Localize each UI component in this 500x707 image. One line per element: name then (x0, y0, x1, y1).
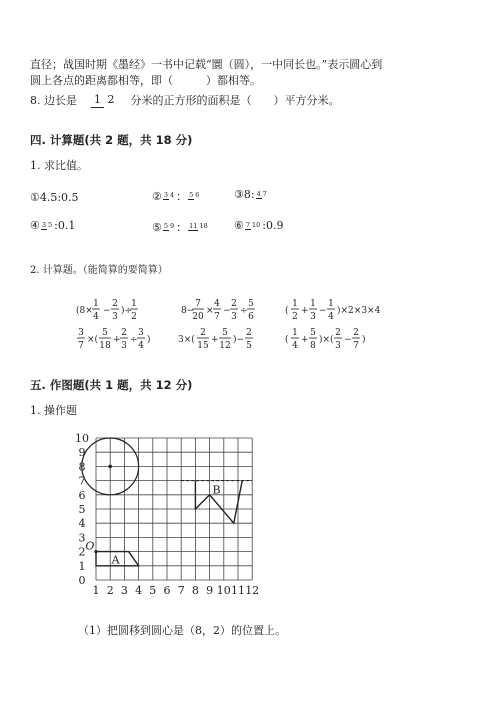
q8-prefix: 8. 边长是 (30, 94, 77, 107)
fraction-num: 7 (245, 220, 251, 229)
svg-text:+: + (211, 335, 219, 345)
svg-text:7: 7 (214, 312, 220, 322)
ratio-item-label: ② (152, 189, 162, 203)
ratio-tail: :0.1 (54, 219, 76, 232)
svg-text:+: + (301, 306, 309, 316)
svg-text:15: 15 (197, 341, 209, 351)
x-tick-label: 1 (92, 584, 100, 597)
label-a: A (111, 553, 120, 567)
svg-text:8−: 8− (181, 306, 195, 316)
svg-text:1: 1 (328, 299, 334, 309)
y-tick-label: 4 (78, 517, 86, 531)
expr-3 (285, 299, 381, 322)
svg-text:)−: )− (233, 335, 245, 345)
svg-text:4: 4 (292, 341, 298, 351)
x-tick-label: 6 (163, 584, 171, 597)
svg-text:2: 2 (231, 299, 237, 309)
svg-text:20: 20 (192, 312, 204, 322)
fraction (245, 222, 261, 230)
fraction-den: 10 (252, 220, 261, 229)
x-tick-label: 12 (245, 584, 260, 597)
question-8 (30, 92, 340, 108)
section-4-title: 四. 计算题(共 2 题，共 18 分) (30, 133, 193, 147)
y-tick-label: 3 (78, 531, 86, 545)
svg-text:1: 1 (292, 299, 298, 309)
calc-expressions (0, 290, 500, 360)
svg-text:)×(: )×( (319, 335, 334, 345)
q8-den: 2 (107, 92, 115, 106)
x-tick-label: 2 (106, 584, 114, 597)
ratio-tail: :0.9 (262, 219, 284, 232)
y-tick-label: 0 (78, 574, 86, 587)
coordinate-grid (60, 432, 280, 602)
svg-text:÷: ÷ (240, 306, 248, 316)
svg-text:1: 1 (131, 299, 137, 309)
svg-text:6: 6 (248, 312, 254, 322)
fraction (256, 191, 268, 199)
svg-text:(: ( (285, 306, 289, 316)
x-tick-label: 5 (149, 584, 157, 597)
y-tick-label: 9 (78, 446, 86, 460)
svg-text:1: 1 (93, 299, 99, 309)
y-tick-label: 1 (78, 559, 86, 573)
x-tick-label: 10 (216, 584, 231, 597)
x-tick-label: 8 (191, 584, 199, 597)
ratio-item-6 (234, 219, 284, 232)
fraction (41, 222, 53, 230)
svg-text:1: 1 (292, 328, 298, 338)
ratio-item-4 (30, 219, 75, 232)
ratio-item-1 (30, 191, 79, 204)
expr-6 (285, 328, 366, 351)
svg-text:÷: ÷ (130, 335, 138, 345)
svg-text:)×2×3×4: )×2×3×4 (337, 306, 381, 316)
ratio-sep: ： (176, 190, 188, 203)
svg-text:4: 4 (93, 312, 99, 322)
q1-title: 1. 求比值。 (30, 159, 88, 172)
svg-text:−: − (319, 306, 327, 316)
ratio-item-label: ⑥ (234, 219, 244, 232)
svg-text:12: 12 (219, 341, 231, 351)
svg-text:(: ( (285, 335, 289, 345)
svg-text:8: 8 (310, 341, 316, 351)
svg-text:7: 7 (78, 341, 84, 351)
section-5-title: 五. 作图题(共 1 题，共 12 分) (30, 378, 193, 392)
svg-text:2: 2 (246, 328, 252, 338)
intro-line-2: 圆上各点的距离都相等，即（ ）都相等。 (30, 74, 261, 87)
ratio-item-label: ⑤ (152, 220, 162, 234)
label-b: B (212, 483, 221, 497)
x-tick-label: 9 (206, 584, 214, 597)
svg-text:3: 3 (138, 328, 144, 338)
y-tick-label: 7 (78, 474, 86, 488)
y-tick-label: 6 (78, 488, 86, 502)
svg-text:5: 5 (246, 341, 252, 351)
svg-text:18: 18 (99, 341, 111, 351)
svg-text:−: − (223, 306, 231, 316)
x-tick-label: 3 (120, 584, 128, 597)
svg-text:4: 4 (138, 341, 144, 351)
fraction-num: 4 (256, 189, 261, 198)
expr-2 (181, 299, 255, 322)
q2-title: 2. 计算题。（能简算的要简算） (30, 265, 168, 276)
fraction-num: 5 (189, 191, 194, 199)
fraction-num: 5 (163, 222, 169, 230)
ratio-item-3 (234, 188, 269, 201)
fraction (188, 223, 209, 231)
svg-text:5: 5 (222, 328, 228, 338)
ratio-item-label: ③8: (234, 188, 255, 201)
y-tick-label: 2 (78, 545, 86, 559)
fraction-num: 11 (189, 222, 198, 230)
svg-text:2: 2 (200, 328, 206, 338)
point-o (94, 550, 97, 553)
fraction (188, 192, 200, 200)
ratio-item-label: ①4.5:0.5 (30, 191, 79, 204)
svg-text:3: 3 (121, 341, 127, 351)
intro-line-1: 直径；战国时期《墨经》一书中记载“圜（圆），一中同长也。”表示圆心到 (30, 58, 383, 71)
svg-text:+: + (113, 335, 121, 345)
ratio-sep: ： (176, 221, 188, 234)
svg-text:1: 1 (310, 299, 316, 309)
svg-text:2: 2 (131, 312, 137, 322)
fraction-den: 4 (170, 191, 175, 199)
svg-text:): ) (147, 335, 151, 345)
q5-1-title: 1. 操作题 (30, 404, 77, 417)
fraction-den: 18 (199, 222, 208, 230)
svg-text:5: 5 (310, 328, 316, 338)
svg-text:×: × (206, 306, 214, 316)
svg-text:2: 2 (353, 328, 359, 338)
circle-center-dot (108, 465, 112, 469)
svg-text:4: 4 (214, 299, 220, 309)
svg-text:7: 7 (195, 299, 201, 309)
x-tick-label: 11 (231, 584, 245, 597)
svg-text:3: 3 (231, 312, 237, 322)
ratio-item-label: ④ (30, 219, 40, 232)
expr-5 (178, 328, 253, 351)
svg-text:3: 3 (310, 312, 316, 322)
svg-text:4: 4 (328, 312, 334, 322)
fraction (163, 192, 175, 200)
fraction-den: 5 (48, 220, 53, 229)
task-1-text: （1）把圆移到圆心是（8，2）的位置上。 (78, 624, 286, 637)
q8-suffix: 分米的正方形的面积是（ ）平方分米。 (130, 94, 340, 107)
fraction-num: 3 (41, 220, 47, 229)
svg-text:2: 2 (335, 328, 341, 338)
x-tick-label: 4 (135, 584, 143, 597)
label-o: O (85, 539, 95, 553)
svg-text:3: 3 (112, 312, 118, 322)
fraction-den: 6 (195, 191, 200, 199)
fraction-den: 9 (170, 222, 175, 230)
fraction-den: 7 (262, 189, 267, 198)
svg-text:3: 3 (78, 328, 84, 338)
ratio-item-5 (152, 219, 210, 235)
svg-text:×(: ×( (87, 335, 99, 345)
svg-text:5: 5 (248, 299, 254, 309)
expr-4 (77, 328, 151, 351)
svg-text:3×(: 3×( (178, 335, 195, 345)
svg-text:7: 7 (353, 341, 359, 351)
fraction-num: 3 (163, 191, 169, 199)
expr-1 (76, 299, 138, 322)
svg-text:−: − (103, 306, 111, 316)
x-tick-label: 7 (177, 584, 185, 597)
y-tick-label: 10 (75, 432, 89, 445)
svg-text:2: 2 (112, 299, 118, 309)
y-tick-label: 8 (78, 460, 86, 474)
fraction (163, 223, 175, 231)
svg-text:+: + (301, 335, 309, 345)
ratio-item-2 (152, 188, 201, 204)
svg-text:5: 5 (102, 328, 108, 338)
y-tick-label: 5 (78, 503, 86, 516)
q8-fraction (91, 93, 115, 108)
svg-text:(8×: (8× (76, 306, 93, 316)
svg-text:2: 2 (292, 312, 298, 322)
svg-text:3: 3 (335, 341, 341, 351)
svg-text:): ) (362, 335, 366, 345)
svg-text:)÷: )÷ (121, 306, 133, 316)
q8-num: 1 (91, 93, 104, 108)
svg-text:−: − (344, 335, 352, 345)
svg-text:2: 2 (121, 328, 127, 338)
